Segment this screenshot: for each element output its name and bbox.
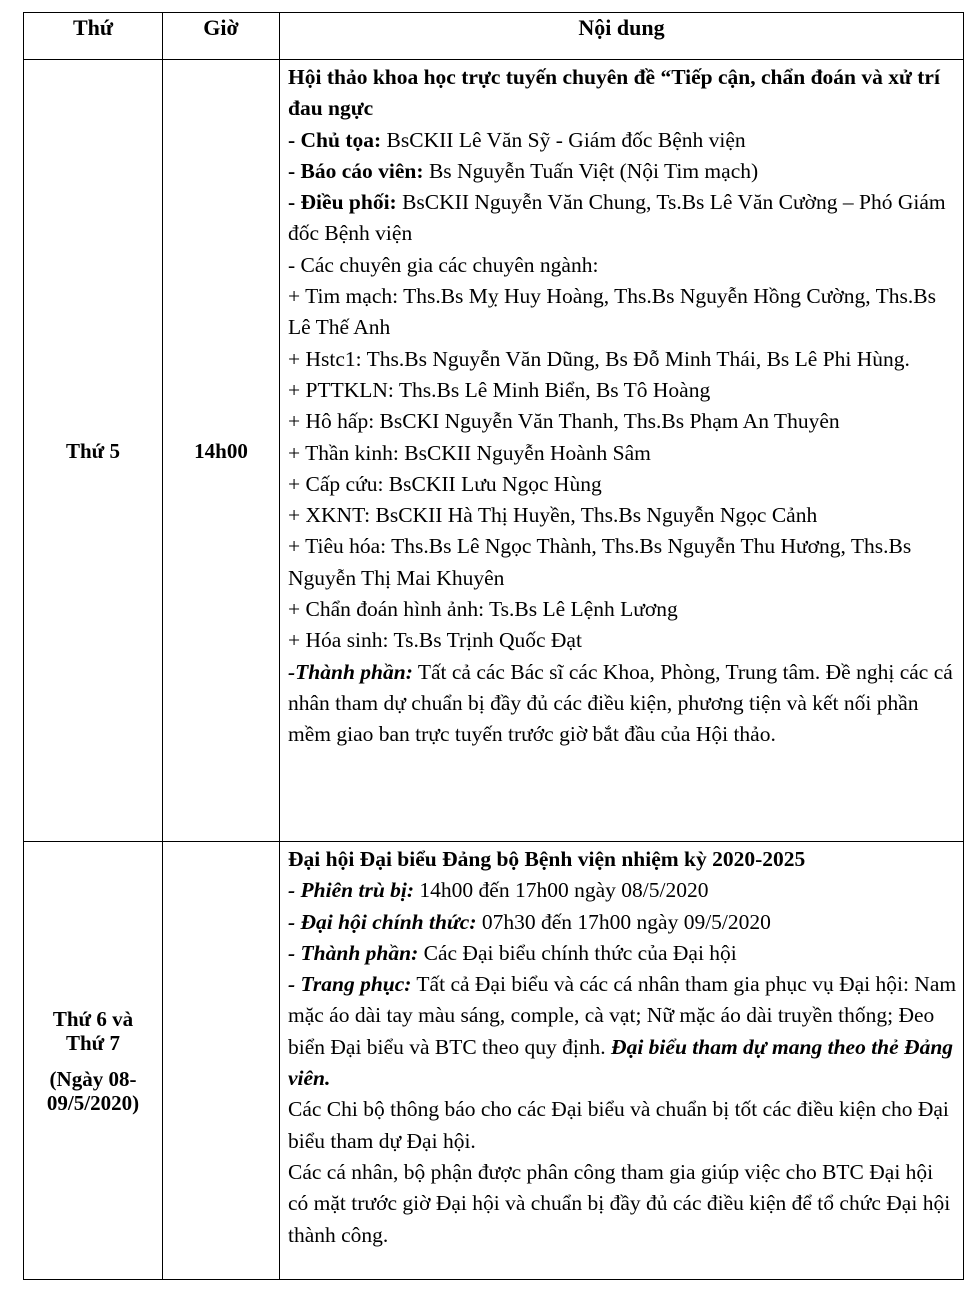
official-label: - Đại hội chính thức: bbox=[288, 909, 477, 934]
chair-value: BsCKII Lê Văn Sỹ - Giám đốc Bệnh viện bbox=[381, 127, 746, 152]
speaker-label: - Báo cáo viên: bbox=[288, 158, 424, 183]
experts-intro: - Các chuyên gia các chuyên ngành: bbox=[288, 252, 599, 277]
dress-value: Tất cả Đại biểu và các cá nhân tham gia phục vụ Đại hội: Nam mặc áo dài tay màu sáng, comple, cà vạt; Nữ mặc áo dài truyền thống; Đeo biển Đại biểu và BTC theo quy định. bbox=[288, 972, 957, 1059]
coordinator-label: - Điều phối: bbox=[288, 190, 397, 215]
prep-label: - Phiên trù bị: bbox=[288, 878, 415, 903]
expert-item: + PTTKLN: Ths.Bs Lê Minh Biển, Bs Tô Hoàng bbox=[288, 377, 711, 402]
header-content: Nội dung bbox=[280, 13, 964, 60]
expert-item: + Cấp cứu: BsCKII Lưu Ngọc Hùng bbox=[288, 471, 602, 496]
participants-value: Các Đại biểu chính thức của Đại hội bbox=[418, 940, 737, 965]
prep-line bbox=[288, 875, 957, 906]
expert-item: + Hstc1: Ths.Bs Nguyễn Văn Dũng, Bs Đỗ Minh Thái, Bs Lê Phi Hùng. bbox=[288, 346, 910, 371]
participants-line bbox=[288, 657, 957, 751]
paragraph: Các cá nhân, bộ phận được phân công tham gia giúp việc cho BTC Đại hội có mặt trước giờ Đại hội và chuẩn bị đầy đủ các điều kiện để tổ chức Đại hội thành công. bbox=[288, 1159, 951, 1247]
date-line: (Ngày 08- bbox=[49, 1066, 137, 1091]
participants-label: - Thành phần: bbox=[288, 940, 419, 965]
content-cell bbox=[280, 842, 964, 1280]
official-line bbox=[288, 907, 957, 938]
dress-label: - Trang phục: bbox=[288, 972, 412, 997]
coordinator-value: BsCKII Nguyễn Văn Chung, Ts.Bs Lê Văn Cường – Phó Giám đốc Bệnh viện bbox=[288, 190, 946, 246]
day-cell: Thứ 5 bbox=[24, 60, 163, 842]
date-line: 09/5/2020) bbox=[46, 1090, 140, 1115]
table-row bbox=[24, 842, 964, 1280]
prep-value: 14h00 đến 17h00 ngày 08/5/2020 bbox=[414, 878, 709, 903]
event-title: Đại hội Đại biểu Đảng bộ Bệnh viện nhiệm kỳ 2020-2025 bbox=[288, 847, 806, 871]
expert-item: + Hóa sinh: Ts.Bs Trịnh Quốc Đạt bbox=[288, 628, 582, 653]
chair-line bbox=[288, 125, 957, 156]
day-line: Thứ 7 bbox=[65, 1030, 121, 1055]
speaker-value: Bs Nguyễn Tuấn Việt (Nội Tim mạch) bbox=[423, 158, 759, 183]
expert-item: + Chẩn đoán hình ảnh: Ts.Bs Lê Lệnh Lương bbox=[288, 597, 678, 622]
time-cell bbox=[163, 842, 280, 1280]
day-line: Thứ 6 và bbox=[52, 1006, 134, 1031]
header-time: Giờ bbox=[163, 13, 280, 60]
expert-item: + Hô hấp: BsCKI Nguyễn Văn Thanh, Ths.Bs Phạm An Thuyên bbox=[288, 409, 840, 434]
day-cell bbox=[24, 842, 163, 1280]
official-value: 07h30 đến 17h00 ngày 09/5/2020 bbox=[476, 909, 771, 934]
speaker-line bbox=[288, 156, 957, 187]
coordinator-line bbox=[288, 187, 957, 250]
expert-item: + Tim mạch: Ths.Bs Mỵ Huy Hoàng, Ths.Bs Nguyễn Hồng Cường, Ths.Bs Lê Thế Anh bbox=[288, 284, 936, 340]
expert-item: + XKNT: BsCKII Hà Thị Huyền, Ths.Bs Nguyễn Ngọc Cảnh bbox=[288, 503, 818, 528]
content-cell bbox=[280, 60, 964, 842]
table-row bbox=[24, 60, 964, 842]
dress-line bbox=[288, 969, 957, 1094]
event-title: Hội thảo khoa học trực tuyến chuyên đề “Tiếp cận, chẩn đoán và xử trí đau ngực bbox=[288, 65, 940, 121]
chair-label: - Chủ tọa: bbox=[288, 127, 382, 152]
expert-item: + Tiêu hóa: Ths.Bs Lê Ngọc Thành, Ths.Bs Nguyễn Thu Hương, Ths.Bs Nguyễn Thị Mai Khuyên bbox=[288, 534, 912, 590]
header-day: Thứ bbox=[24, 13, 163, 60]
header-row bbox=[24, 13, 964, 60]
participants-line bbox=[288, 938, 957, 969]
participants-label: -Thành phần: bbox=[288, 659, 413, 684]
expert-item: + Thần kinh: BsCKII Nguyễn Hoành Sâm bbox=[288, 440, 651, 465]
participants-value: Tất cả các Bác sĩ các Khoa, Phòng, Trung tâm. Đề nghị các cá nhân tham dự chuẩn bị đầy đủ các điều kiện, phương tiện và kết nối phần mềm giao ban trực tuyến trước giờ bắt đầu của Hội thảo. bbox=[288, 659, 953, 747]
time-cell: 14h00 bbox=[163, 60, 280, 842]
paragraph: Các Chi bộ thông báo cho các Đại biểu và chuẩn bị tốt các điều kiện cho Đại biểu tham dự Đại hội. bbox=[288, 1097, 949, 1153]
schedule-table bbox=[23, 12, 964, 1280]
dress-note: Đại biểu tham dự mang theo thẻ Đảng viên. bbox=[288, 1034, 954, 1091]
